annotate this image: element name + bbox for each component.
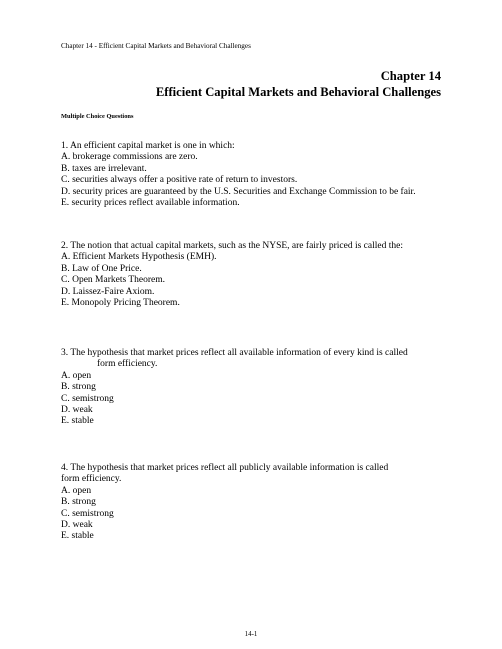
question-3 <box>61 348 451 428</box>
question-stem: 4. The hypothesis that market prices reflect all publicly available information is called <box>61 463 389 473</box>
question-4 <box>61 463 451 543</box>
answer-option-b: B. taxes are irrelevant. <box>61 163 147 174</box>
page-number: 14-1 <box>244 630 258 638</box>
answer-option-a: A. open <box>61 370 92 381</box>
answer-option-e: E. Monopoly Pricing Theorem. <box>61 298 180 309</box>
question-stem: 2. The notion that actual capital markets, such as the NYSE, are fairly priced is called the: <box>61 241 403 251</box>
answer-option-e: E. stable <box>61 531 94 542</box>
chapter-heading <box>156 68 441 100</box>
question-stem-continuation: form efficiency. <box>97 359 158 370</box>
answer-option-c: C. semistrong <box>61 508 114 519</box>
question-1 <box>61 141 451 209</box>
answer-option-a: A. brokerage commissions are zero. <box>61 152 198 163</box>
answer-option-e: E. security prices reflect available information. <box>61 198 240 209</box>
answer-option-c: C. securities always offer a positive rate of return to investors. <box>61 175 298 186</box>
running-header: Chapter 14 - Efficient Capital Markets and Behavioral Challenges <box>61 42 251 50</box>
answer-option-d: D. security prices are guaranteed by the U.S. Securities and Exchange Commission to be fair. <box>61 186 416 197</box>
answer-option-a: A. open <box>61 485 92 496</box>
answer-option-a: A. Efficient Markets Hypothesis (EMH). <box>61 252 217 263</box>
answer-option-d: D. weak <box>61 405 93 416</box>
question-2 <box>61 241 451 309</box>
answer-option-d: D. Laissez-Faire Axiom. <box>61 286 155 297</box>
answer-option-b: B. strong <box>61 497 96 508</box>
answer-option-d: D. weak <box>61 520 93 531</box>
answer-option-c: C. Open Markets Theorem. <box>61 275 166 286</box>
answer-option-c: C. semistrong <box>61 393 114 404</box>
question-stem-continuation: form efficiency. <box>61 474 122 485</box>
question-stem: 1. An efficient capital market is one in which: <box>61 141 235 151</box>
answer-option-b: B. strong <box>61 382 96 393</box>
question-stem: 3. The hypothesis that market prices reflect all available information of every kind is called <box>61 348 408 358</box>
chapter-title: Efficient Capital Markets and Behavioral Challenges <box>155 85 441 99</box>
chapter-number: Chapter 14 <box>380 69 441 83</box>
answer-option-e: E. stable <box>61 416 94 427</box>
answer-option-b: B. Law of One Price. <box>61 263 142 274</box>
section-label: Multiple Choice Questions <box>61 113 134 120</box>
